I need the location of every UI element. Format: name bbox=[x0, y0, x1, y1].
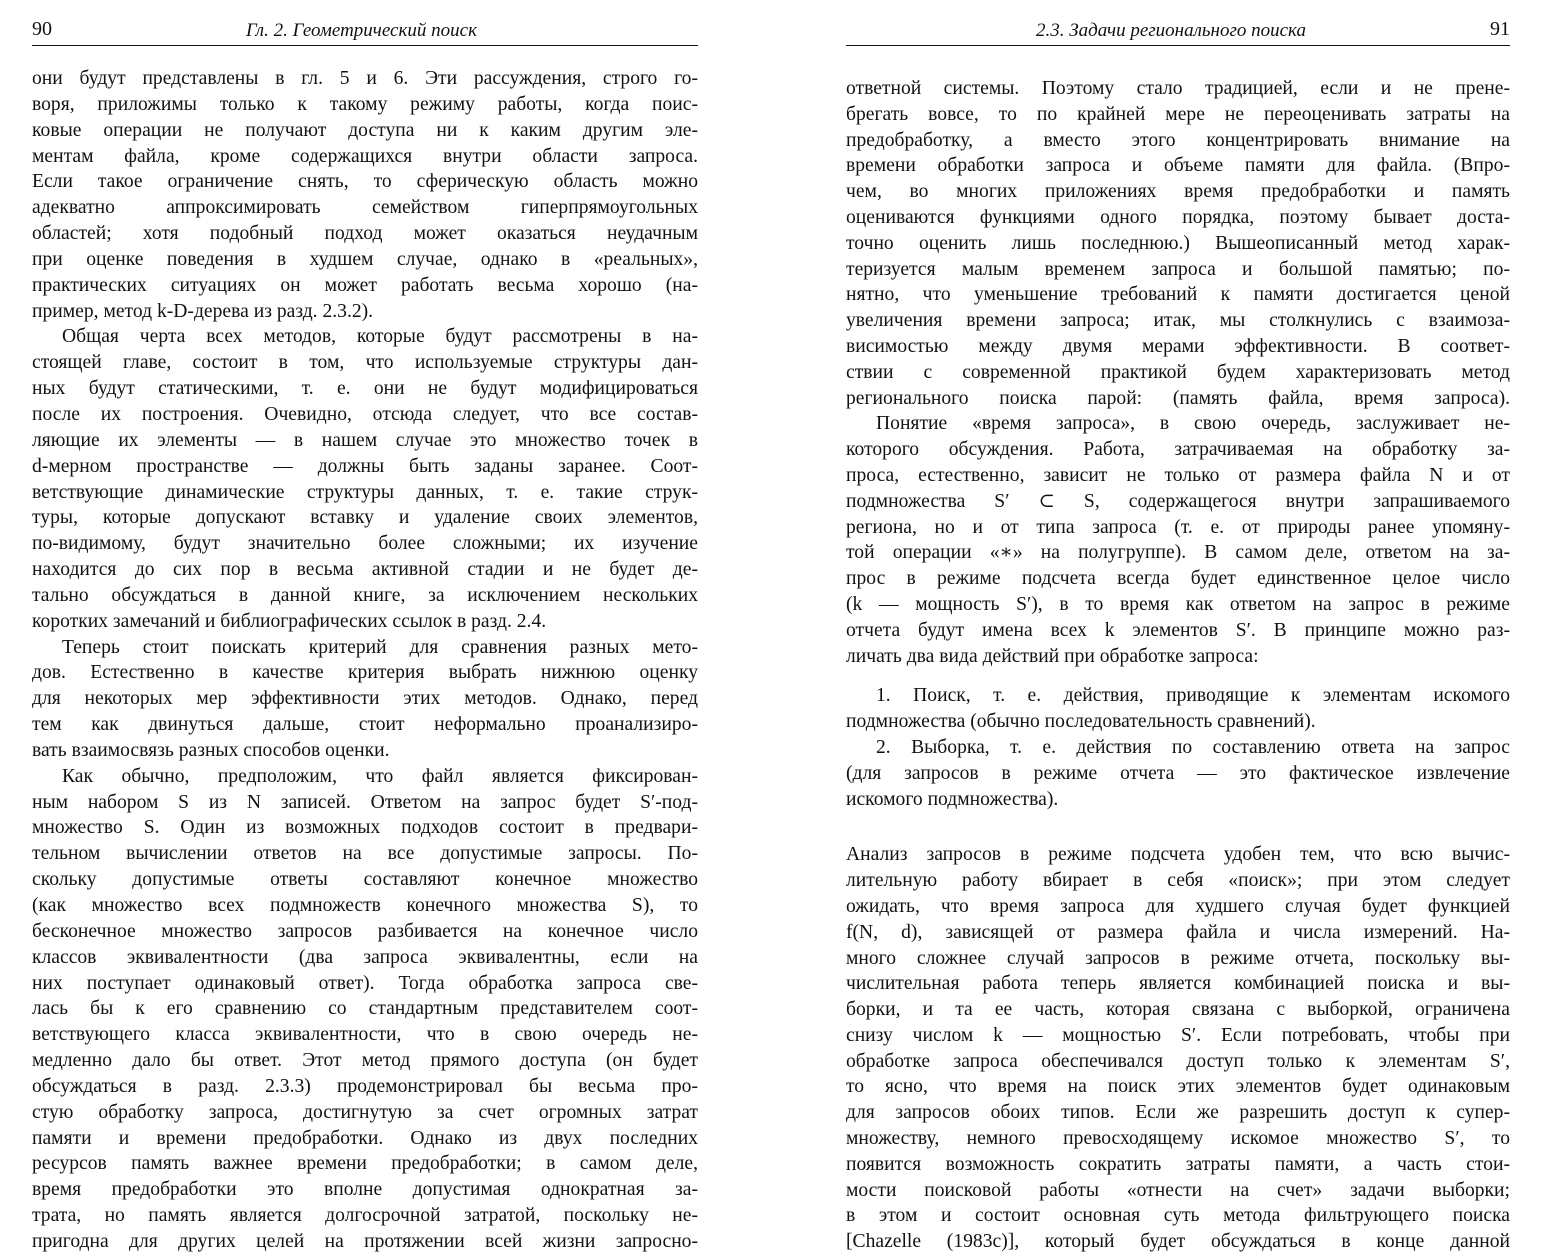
spacer bbox=[846, 669, 1510, 683]
left-page bbox=[0, 0, 778, 1252]
text-line: множество S. Один из возможных подходов состоит в предвари- bbox=[32, 817, 698, 839]
text-line: трата, но память является долгосрочной затратой, поскольку не- bbox=[32, 1205, 698, 1227]
text-line: d-мерном пространстве — должны быть заданы заранее. Соот- bbox=[32, 455, 698, 477]
text-line: много сложнее случай запросов в режиме отчета, поскольку вы- bbox=[846, 947, 1510, 969]
text-line: памяти и времени предобработки. Однако из двух последних bbox=[32, 1127, 698, 1149]
text-line: бесконечное множество запросов разбивается на конечное число bbox=[32, 920, 698, 942]
text-line: Анализ запросов в режиме подсчета удобен тем, что всю вычис- bbox=[846, 844, 1510, 866]
text-line: теризуется малым временем запроса и большой памятью; по- bbox=[846, 258, 1510, 280]
right-page-number: 91 bbox=[1490, 18, 1510, 40]
text-line: адекватно аппроксимировать семейством гиперпрямоугольных bbox=[32, 197, 698, 219]
text-line: чем, во многих приложениях время предобработки и память bbox=[846, 181, 1510, 203]
text-line: ментам файла, кроме содержащихся внутри области запроса. bbox=[32, 145, 698, 167]
paragraph-start-line: Как обычно, предположим, что файл является фиксирован- bbox=[62, 765, 698, 787]
left-header-rule bbox=[32, 45, 698, 46]
text-line: пригодна для других целей на протяжении всей жизни запросно- bbox=[32, 1230, 698, 1252]
text-line: отчета будут имена всех k элементов S′. В принципе можно раз- bbox=[846, 619, 1510, 641]
text-line: после их построения. Очевидно, отсюда следует, что все состав- bbox=[32, 403, 698, 425]
text-line: мости поисковой работы «отнести на счет» задачи выборки; bbox=[846, 1179, 1510, 1201]
text-line: которого обсуждения. Работа, затрачиваемая на обработку за- bbox=[846, 439, 1510, 461]
left-body-text bbox=[32, 66, 698, 1255]
text-line: f(N, d), зависящей от размера файла и числа измерений. На- bbox=[846, 921, 1510, 943]
text-line: ствии с современной практикой будем характеризовать метод bbox=[846, 361, 1510, 383]
text-line: них поступает одинаковый ответ). Тогда обработка запроса све- bbox=[32, 972, 698, 994]
text-line: (k — мощность S′), в то время как ответом на запрос в режиме bbox=[846, 593, 1510, 615]
text-line: точно оценить лишь последнюю.) Вышеописанный метод харак- bbox=[846, 232, 1510, 254]
list-item-retrieval: 2. Выборка, т. е. действия по составлению ответа на запрос bbox=[876, 736, 1510, 758]
text-line: тально обсуждаться в данной книге, за исключением нескольких bbox=[32, 584, 698, 606]
text-line: дов. Естественно в качестве критерия выбрать нижнюю оценку bbox=[32, 662, 698, 684]
text-line: нятно, что уменьшение требований к памяти достигается ценой bbox=[846, 284, 1510, 306]
text-line: ожидать, что время запроса для худшего случая будет функцией bbox=[846, 895, 1510, 917]
text-line: тельном вычислении ответов на все допустимые запросы. По- bbox=[32, 843, 698, 865]
text-line: ных будут статическими, т. е. они не будут модифицироваться bbox=[32, 378, 698, 400]
text-line: борки, и та ее часть, которая связана с выборкой, ограничена bbox=[846, 999, 1510, 1021]
text-line: ветствующего класса эквивалентности, что в свою очередь не- bbox=[32, 1024, 698, 1046]
text-line: обсуждаться в разд. 2.3.3) продемонстрировал бы весьма про- bbox=[32, 1075, 698, 1097]
text-line: (как множество всех подмножеств конечного множества S), то bbox=[32, 895, 698, 916]
text-line: висимостью между двумя мерами эффективности. В соответ- bbox=[846, 335, 1510, 357]
text-line: для некоторых мер эффективности этих методов. Однако, перед bbox=[32, 688, 698, 710]
text-line: находится до сих пор в весьма активной стадии и не будет де- bbox=[32, 559, 698, 581]
text-line: времени обработки запроса и объеме памяти для файла. (Впро- bbox=[846, 155, 1510, 177]
list-item-search: 1. Поиск, т. е. действия, приводящие к элементам искомого bbox=[876, 685, 1510, 707]
text-line: тем как двинуться дальше, стоит неформально проанализиро- bbox=[32, 714, 698, 736]
left-page-number: 90 bbox=[32, 18, 52, 40]
text-line: той операции «∗» на полугруппе). В самом деле, ответом на за- bbox=[846, 542, 1510, 564]
text-line: множеству, немного превосходящему искомое множество S′, то bbox=[846, 1128, 1510, 1150]
text-line: стую обработку запроса, достигнутую за счет огромных затрат bbox=[32, 1101, 698, 1123]
text-line: (для запросов в режиме отчета — это фактическое извлечение bbox=[846, 762, 1510, 784]
text-line: лительную работу вбирает в себя «поиск»; при этом следует bbox=[846, 870, 1510, 892]
text-line: Если такое ограничение снять, то сферическую область можно bbox=[32, 171, 698, 193]
right-running-title: 2.3. Задачи регионального поиска bbox=[1036, 20, 1306, 41]
left-running-head bbox=[32, 14, 698, 44]
text-line: воря, приложимы только к такому режиму работы, когда поис- bbox=[32, 93, 698, 115]
text-line: оцениваются функциями одного порядка, поэтому бывает доста- bbox=[846, 206, 1510, 228]
text-line: искомого подмножества). bbox=[846, 788, 1059, 810]
text-line: туры, которые допускают вставку и удаление своих элементов, bbox=[32, 507, 698, 529]
paragraph-start-line: Понятие «время запроса», в свою очередь, заслуживает не- bbox=[876, 413, 1510, 435]
text-line: прос в режиме подсчета всегда будет единственное целое число bbox=[846, 568, 1510, 590]
text-line: скольку допустимые ответы составляют конечное множество bbox=[32, 869, 698, 891]
text-line: время предобработки это вполне допустимая однократная за- bbox=[32, 1179, 698, 1201]
text-line: лась бы к его сравнению со стандартным представителем соот- bbox=[32, 998, 698, 1020]
text-line: увеличения времени запроса; итак, мы столкнулись с взаимоза- bbox=[846, 310, 1510, 332]
text-line: ляющие их элементы — в нашем случае это множество точек в bbox=[32, 429, 698, 451]
paragraph-start-line: Теперь стоит поискать критерий для сравнения разных мето- bbox=[62, 636, 698, 658]
text-line: медленно дало бы ответ. Этот метод прямого доступа (он будет bbox=[32, 1050, 698, 1072]
right-header-rule bbox=[846, 45, 1510, 46]
text-line: ресурсов память важнее времени предобработки; в самом деле, bbox=[32, 1153, 698, 1175]
text-line: ветствующие динамические структуры данных, т. е. такие струк- bbox=[32, 481, 698, 503]
text-line: ответной системы. Поэтому стало традицией, если и не прене- bbox=[846, 78, 1510, 99]
right-body-text bbox=[846, 76, 1510, 1255]
spacer bbox=[846, 812, 1510, 842]
text-line: при оценке поведения в худшем случае, однако в «реальных», bbox=[32, 248, 698, 270]
text-line: они будут представлены в гл. 5 и 6. Эти рассуждения, строго го- bbox=[32, 68, 698, 89]
text-line: коротких замечаний и библиографических ссылок в разд. 2.4. bbox=[32, 610, 547, 632]
text-line: числительная работа теперь является комбинацией поиска и вы- bbox=[846, 973, 1510, 995]
text-line: проса, естественно, зависит не только от размера файла N и от bbox=[846, 464, 1510, 486]
text-line: по-видимому, будут значительно более сложными; их изучение bbox=[32, 533, 698, 555]
text-line: то ясно, что время на поиск этих элементов будет одинаковым bbox=[846, 1076, 1510, 1098]
text-line: пример, метод k-D-дерева из разд. 2.3.2). bbox=[32, 300, 374, 322]
text-line: предобработку, а вместо этого концентрировать внимание на bbox=[846, 129, 1510, 151]
text-line: появится возможность сократить затраты памяти, а часть стои- bbox=[846, 1153, 1510, 1175]
text-line: снизу числом k — мощностью S′. Если потребовать, чтобы при bbox=[846, 1024, 1510, 1046]
right-page bbox=[778, 0, 1556, 1253]
text-line: областей; хотя подобный подход может оказаться неудачным bbox=[32, 223, 698, 245]
text-line: личать два вида действий при обработке запроса: bbox=[846, 645, 1259, 667]
text-line: ным набором S из N записей. Ответом на запрос будет S′-под- bbox=[32, 791, 698, 813]
text-line: региона, но и от типа запроса (т. е. от природы ранее упомяну- bbox=[846, 516, 1510, 538]
text-line: в этом и состоит основная суть метода фильтрующего поиска bbox=[846, 1205, 1510, 1227]
left-running-title: Гл. 2. Геометрический поиск bbox=[246, 20, 477, 41]
text-line: обработке запроса обеспечивался доступ только к элементам S′, bbox=[846, 1050, 1510, 1072]
text-line: классов эквивалентности (два запроса эквивалентны, если на bbox=[32, 946, 698, 968]
text-line: вать взаимосвязь разных способов оценки. bbox=[32, 739, 390, 761]
text-line: [Chazelle (1983c)], который будет обсуждаться в конце данной bbox=[846, 1231, 1510, 1253]
paragraph-start-line: Общая черта всех методов, которые будут рассмотрены в на- bbox=[62, 326, 698, 348]
text-line: практических ситуациях он может работать весьма хорошо (на- bbox=[32, 274, 698, 296]
text-line: стоящей главе, состоит в том, что используемые структуры дан- bbox=[32, 352, 698, 374]
text-line: ковые операции не получают доступа ни к каким другим эле- bbox=[32, 119, 698, 141]
right-running-head bbox=[846, 14, 1510, 44]
text-line: регионального поиска парой: (память файла, время запроса). bbox=[846, 387, 1510, 409]
text-line: подмножества S′ ⊂ S, содержащегося внутри запрашиваемого bbox=[846, 490, 1510, 512]
text-line: подмножества (обычно последовательность сравнений). bbox=[846, 711, 1316, 733]
text-line: брегать вовсе, то по крайней мере не переоценивать затраты на bbox=[846, 103, 1510, 125]
text-line: для запросов обоих типов. Если же разрешить доступ к супер- bbox=[846, 1102, 1510, 1124]
